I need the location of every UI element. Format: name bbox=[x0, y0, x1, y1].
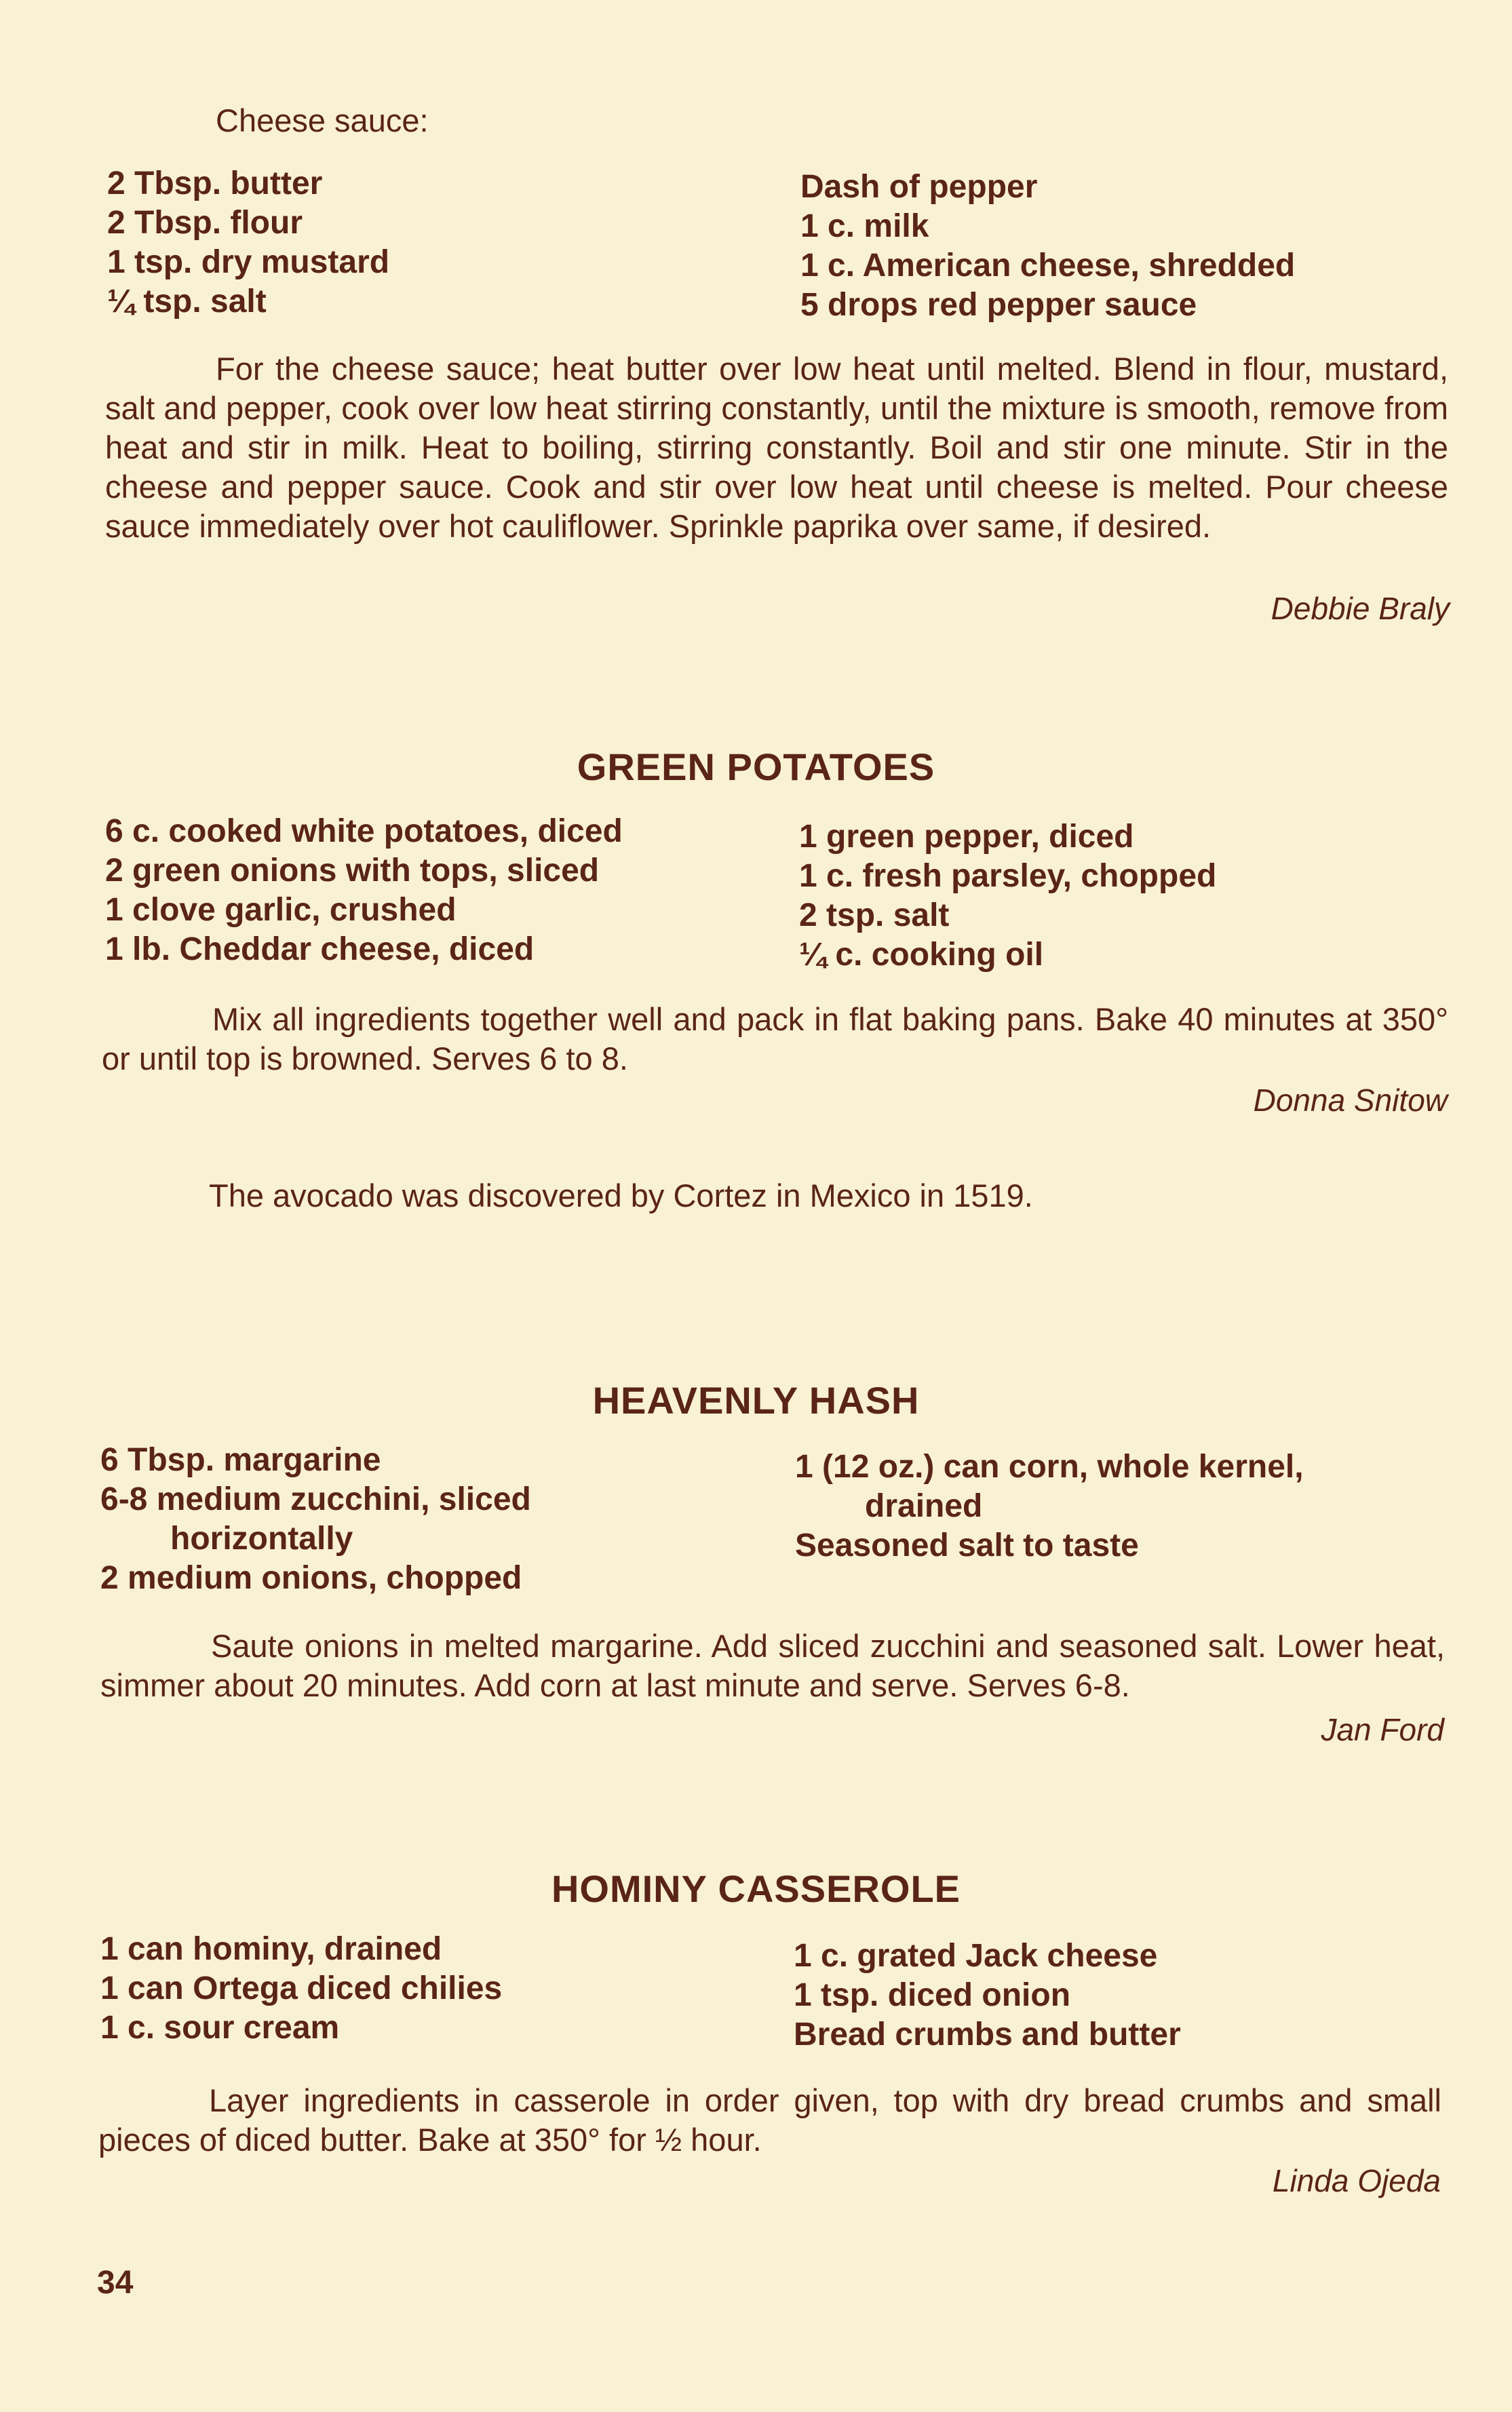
heavenly-hash-ingredients-left bbox=[100, 1441, 531, 1598]
cheese-sauce-ingredients-left bbox=[107, 164, 389, 322]
green-potatoes-directions bbox=[102, 1000, 1448, 1078]
heavenly-hash-author: Jan Ford bbox=[1321, 1712, 1444, 1747]
hominy-casserole-ingredients-right bbox=[794, 1937, 1181, 2055]
ingredient: 1 c. fresh parsley, chopped bbox=[799, 858, 1217, 894]
directions-text: For the cheese sauce; heat butter over low heat until melted. Blend in flour, mustard, salt and pepper, cook over low heat stirring constantly, until the mixture is smooth, remove from heat and stir in milk. Heat to boiling, stirring constantly. Boil and stir one minute. Stir in the cheese and pepper sauce. Cook and stir over low heat until cheese is melted. Pour cheese sauce immediately over hot cauliflower. Sprinkle paprika over same, if desired. bbox=[105, 351, 1448, 544]
hominy-casserole-directions bbox=[98, 2081, 1441, 2160]
ingredient: 1 tsp. diced onion bbox=[794, 1977, 1071, 2013]
ingredient: 5 drops red pepper sauce bbox=[800, 287, 1197, 323]
heavenly-hash-ingredients-right bbox=[795, 1447, 1304, 1565]
ingredient: Seasoned salt to taste bbox=[795, 1528, 1139, 1563]
hominy-casserole-author: Linda Ojeda bbox=[1272, 2163, 1441, 2198]
green-potatoes-ingredients-left bbox=[105, 812, 623, 969]
ingredient: 1 can hominy, drained bbox=[100, 1931, 442, 1967]
ingredient: 1 c. milk bbox=[800, 208, 929, 244]
heavenly-hash-directions bbox=[100, 1627, 1445, 1705]
page-number: 34 bbox=[97, 2265, 134, 2301]
ingredient: 1 lb. Cheddar cheese, diced bbox=[105, 931, 535, 967]
ingredient: horizontally bbox=[170, 1521, 353, 1557]
heavenly-hash-title: HEAVENLY HASH bbox=[592, 1379, 920, 1422]
green-potatoes-author: Donna Snitow bbox=[1253, 1083, 1448, 1118]
ingredient: 6 c. cooked white potatoes, diced bbox=[105, 813, 623, 849]
ingredient: 2 tsp. salt bbox=[799, 897, 950, 933]
cheese-sauce-subhead: Cheese sauce: bbox=[216, 102, 429, 138]
ingredient: 1 clove garlic, crushed bbox=[105, 892, 457, 928]
ingredient: 6-8 medium zucchini, sliced bbox=[100, 1481, 531, 1517]
ingredient: 1 c. American cheese, shredded bbox=[800, 248, 1296, 284]
ingredient: Dash of pepper bbox=[800, 169, 1038, 205]
ingredient: Bread crumbs and butter bbox=[794, 2017, 1181, 2053]
ingredient: 2 Tbsp. butter bbox=[107, 166, 323, 201]
ingredient: 1 c. grated Jack cheese bbox=[794, 1938, 1158, 1974]
hominy-casserole-ingredients-left bbox=[100, 1930, 502, 2048]
ingredient: drained bbox=[865, 1488, 983, 1524]
cheese-sauce-author: Debbie Braly bbox=[1271, 591, 1450, 626]
ingredient: 1 green pepper, diced bbox=[799, 819, 1134, 855]
ingredient: 1 c. sour cream bbox=[100, 2010, 340, 2046]
ingredient: 1 (12 oz.) can corn, whole kernel, bbox=[795, 1449, 1304, 1485]
ingredient: 6 Tbsp. margarine bbox=[100, 1442, 381, 1478]
ingredient: 2 medium onions, chopped bbox=[100, 1560, 522, 1596]
cheese-sauce-directions bbox=[105, 349, 1448, 546]
ingredient: ¼ tsp. salt bbox=[107, 284, 267, 319]
green-potatoes-title: GREEN POTATOES bbox=[577, 745, 935, 788]
ingredient: 1 can Ortega diced chilies bbox=[100, 1970, 503, 2006]
ingredient: ¼ c. cooking oil bbox=[799, 937, 1044, 973]
directions-text: Layer ingredients in casserole in order given, top with dry bread crumbs and small pieces of diced butter. Bake at 350° for ½ hour. bbox=[98, 2082, 1441, 2158]
green-potatoes-ingredients-right bbox=[799, 817, 1216, 975]
avocado-fact: The avocado was discovered by Cortez in Mexico in 1519. bbox=[209, 1178, 1033, 1213]
ingredient: 2 Tbsp. flour bbox=[107, 205, 303, 241]
ingredient: 2 green onions with tops, sliced bbox=[105, 853, 600, 889]
ingredient: 1 tsp. dry mustard bbox=[107, 244, 390, 280]
directions-text: Saute onions in melted margarine. Add sliced zucchini and seasoned salt. Lower heat, simmer about 20 minutes. Add corn at last minute and serve. Serves 6-8. bbox=[100, 1628, 1445, 1703]
cheese-sauce-ingredients-right bbox=[800, 168, 1295, 325]
directions-text: Mix all ingredients together well and pack in flat baking pans. Bake 40 minutes at 350° or until top is browned. Serves 6 to 8. bbox=[102, 1001, 1448, 1076]
hominy-casserole-title: HOMINY CASSEROLE bbox=[551, 1867, 961, 1910]
